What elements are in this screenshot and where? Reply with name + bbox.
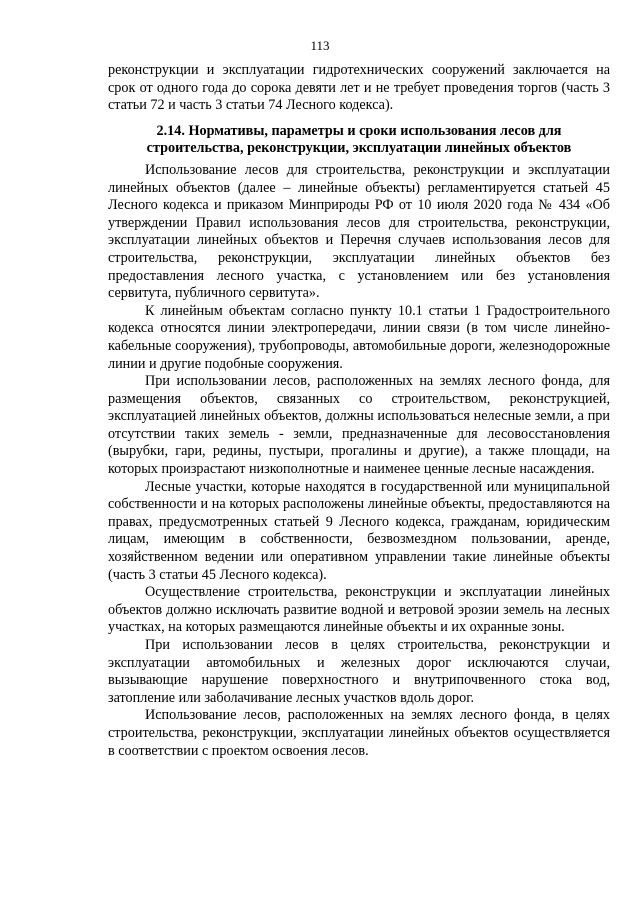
page-number: 113 [310, 38, 330, 53]
paragraph: Использование лесов для строительства, реконструкции и эксплуатации линейных объектов (далее – линейные объекты) регламентируется статьей 45 Лесного кодекса и приказом Минприроды РФ от 10 июля 2020 года № 434 «Об утверждении Правил использования лесов для строительства, реконструкции, эксплуатации линейных объектов и Перечня случаев использования лесов для строительства, реконструкции, эксплуатации линейных объектов без предоставления лесного участка, с установлением или без установления сервитута, публичного сервитута». [108, 161, 610, 302]
paragraph: При использовании лесов в целях строительства, реконструкции и эксплуатации автомобильных и железных дорог исключаются случаи, вызывающие нарушение поверхностного и внутрипочвенного стока вод, затопление или заболачивание лесных участков вдоль дорог. [108, 637, 610, 706]
paragraph: К линейным объектам согласно пункту 10.1 статьи 1 Градостроительного кодекса относятся линии электропередачи, линии связи (в том числе линейно-кабельные сооружения), трубопроводы, автомобильные дороги, железнодорожные линии и другие подобные сооружения. [108, 302, 610, 372]
document-body [108, 62, 610, 760]
section-heading: 2.14. Нормативы, параметры и сроки использования лесов для строительства, реконструкции, эксплуатации линейных объектов [146, 122, 572, 157]
paragraph-continuation: реконструкции и эксплуатации гидротехнических сооружений заключается на срок от одного года до сорока девяти лет и не требует проведения торгов (часть 3 статьи 72 и часть 3 статьи 74 Лесного кодекса). [108, 62, 610, 114]
paragraph: Лесные участки, которые находятся в государственной или муниципальной собственности и на которых расположены линейные объекты, предоставляются на правах, предусмотренных статьей 9 Лесного кодекса, гражданам, юридическим лицам, имеющим в собственности, безвозмездном пользовании, аренде, хозяйственном ведении или оперативном управлении такие линейные объекты (часть 3 статьи 45 Лесного кодекса). [108, 478, 610, 583]
paragraph: Использование лесов, расположенных на землях лесного фонда, в целях строительства, реконструкции, эксплуатации линейных объектов осуществляется в соответствии с проектом освоения лесов. [108, 707, 610, 759]
paragraph: Осуществление строительства, реконструкции и эксплуатации линейных объектов должно исключать развитие водной и ветровой эрозии земель на лесных участках, на которых размещаются линейные объекты и их охранные зоны. [108, 584, 610, 636]
paragraph: При использовании лесов, расположенных на землях лесного фонда, для размещения объектов, связанных со строительством, реконструкцией, эксплуатацией линейных объектов, должны использоваться нелесные земли, а при отсутствии таких земель - земли, предназначенные для лесовосстановления (вырубки, гари, редины, пустыри, прогалины и другие), а также площади, на которых произрастают низкополнотные и наименее ценные лесные насаждения. [108, 373, 610, 478]
